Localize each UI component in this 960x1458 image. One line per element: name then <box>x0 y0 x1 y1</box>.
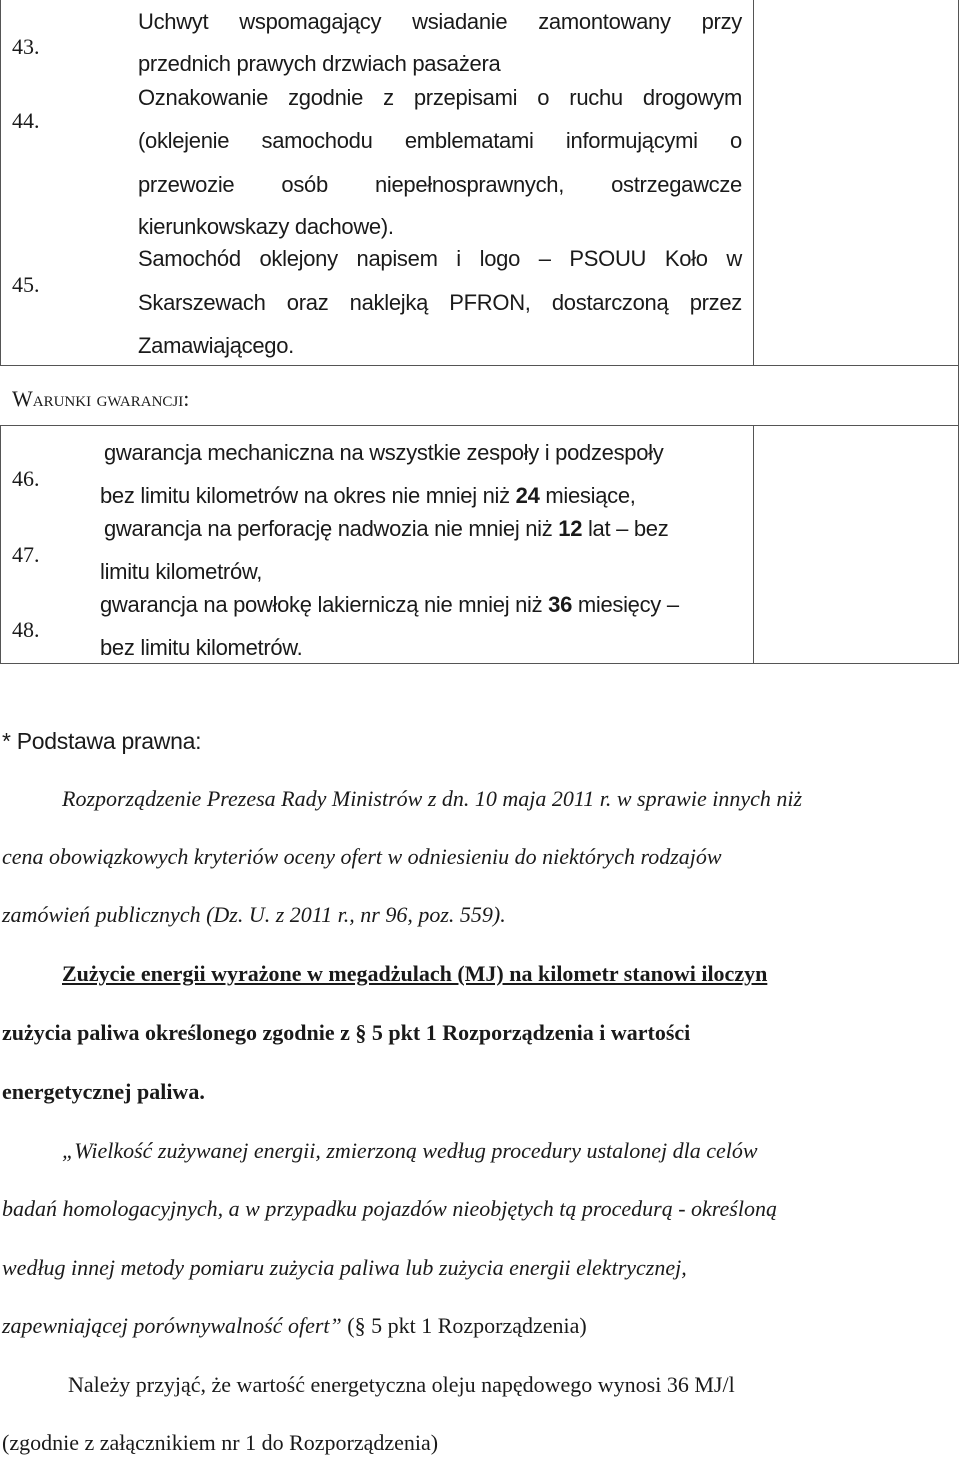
item-number-47: 47. <box>12 542 40 567</box>
item-48-text-a: gwarancja na powłokę lakierniczą nie mniej niż <box>100 592 549 617</box>
quote-text: zapewniającej porównywalność ofert” <box>2 1313 342 1338</box>
quote-line-4 <box>2 1313 587 1339</box>
item-number-43: 43. <box>12 34 40 59</box>
item-47-line-1 <box>104 507 668 550</box>
table-border-right-mid <box>958 365 959 425</box>
note-source: (zgodnie z załącznikiem nr 1 do Rozporządzenia) <box>2 1430 439 1455</box>
item-46-value: 24 <box>515 483 540 508</box>
energy-line-2: zużycia paliwa określonego zgodnie z § 5 pkt 1 Rozporządzenia i wartości <box>2 1020 691 1045</box>
legal-basis-label: * Podstawa prawna: <box>2 728 202 754</box>
quote-reference: (§ 5 pkt 1 Rozporządzenia) <box>341 1313 587 1338</box>
item-number-48: 48. <box>12 617 40 642</box>
item-47-line-2: limitu kilometrów, <box>100 559 263 584</box>
legal-basis-line-1: Rozporządzenie Prezesa Rady Ministrów z dn. 10 maja 2011 r. w sprawie innych niż <box>62 786 803 811</box>
item-46-line-1: gwarancja mechaniczna na wszystkie zespoły i podzespoły <box>104 440 664 465</box>
item-44-line-3: przewozie osób niepełnosprawnych, ostrzegawcze <box>138 172 742 197</box>
item-48-text-b: miesięcy – <box>572 592 679 617</box>
item-47-value: 12 <box>558 516 583 541</box>
table-border-left-top <box>0 0 1 365</box>
item-43-line-2: przednich prawych drzwiach pasażera <box>138 51 501 76</box>
item-46-text-b: miesiące, <box>539 483 636 508</box>
energy-line-1: Zużycie energii wyrażone w megadżulach (MJ) na kilometr stanowi iloczyn <box>62 961 768 986</box>
quote-line-1: „Wielkość zużywanej energii, zmierzoną według procedury ustalonej dla celów <box>62 1138 758 1163</box>
warranty-heading: Warunki gwarancji: <box>12 386 190 411</box>
table-border-col1-bot <box>753 425 754 663</box>
legal-basis-line-3: zamówień publicznych (Dz. U. z 2011 r., nr 96, poz. 559). <box>2 902 506 927</box>
energy-line-3: energetycznej paliwa. <box>2 1079 205 1104</box>
item-number-45: 45. <box>12 272 40 297</box>
table-border-right-top <box>958 0 959 365</box>
item-43-line-1: Uchwyt wspomagający wsiadanie zamontowany przy <box>138 9 742 34</box>
item-number-46: 46. <box>12 466 40 491</box>
item-44-line-1: Oznakowanie zgodnie z przepisami o ruchu drogowym <box>138 85 742 110</box>
item-44-line-4: kierunkowskazy dachowe). <box>138 214 394 239</box>
table-border-right-bot <box>958 425 959 663</box>
note-line: Należy przyjąć, że wartość energetyczna oleju napędowego wynosi 36 MJ/l <box>68 1372 735 1397</box>
item-48-value: 36 <box>548 592 573 617</box>
item-47-text-b: lat – bez <box>582 516 669 541</box>
item-46-text-a: bez limitu kilometrów na okres nie mniej niż <box>100 483 516 508</box>
item-number-44: 44. <box>12 108 40 133</box>
item-45-line-2: Skarszewach oraz naklejką PFRON, dostarczoną przez <box>138 290 742 315</box>
quote-line-3: według innej metody pomiaru zużycia paliwa lub zużycia energii elektrycznej, <box>2 1255 687 1280</box>
item-47-text-a: gwarancja na perforację nadwozia nie mniej niż <box>104 516 559 541</box>
item-48-line-1 <box>100 583 679 626</box>
item-45-line-1: Samochód oklejony napisem i logo – PSOUU Koło w <box>138 246 742 271</box>
legal-basis-line-2: cena obowiązkowych kryteriów oceny ofert w odniesieniu do niektórych rodzajów <box>2 844 722 869</box>
item-44-line-2: (oklejenie samochodu emblematami informującymi o <box>138 128 742 153</box>
table-border-row-top2 <box>0 425 959 426</box>
table-border-col1 <box>753 0 754 365</box>
item-48-line-2: bez limitu kilometrów. <box>100 635 303 660</box>
item-45-line-3: Zamawiającego. <box>138 333 294 358</box>
quote-line-2: badań homologacyjnych, a w przypadku pojazdów nieobjętych tą procedurą - określoną <box>2 1196 777 1221</box>
table-border-left-bot <box>0 425 1 663</box>
